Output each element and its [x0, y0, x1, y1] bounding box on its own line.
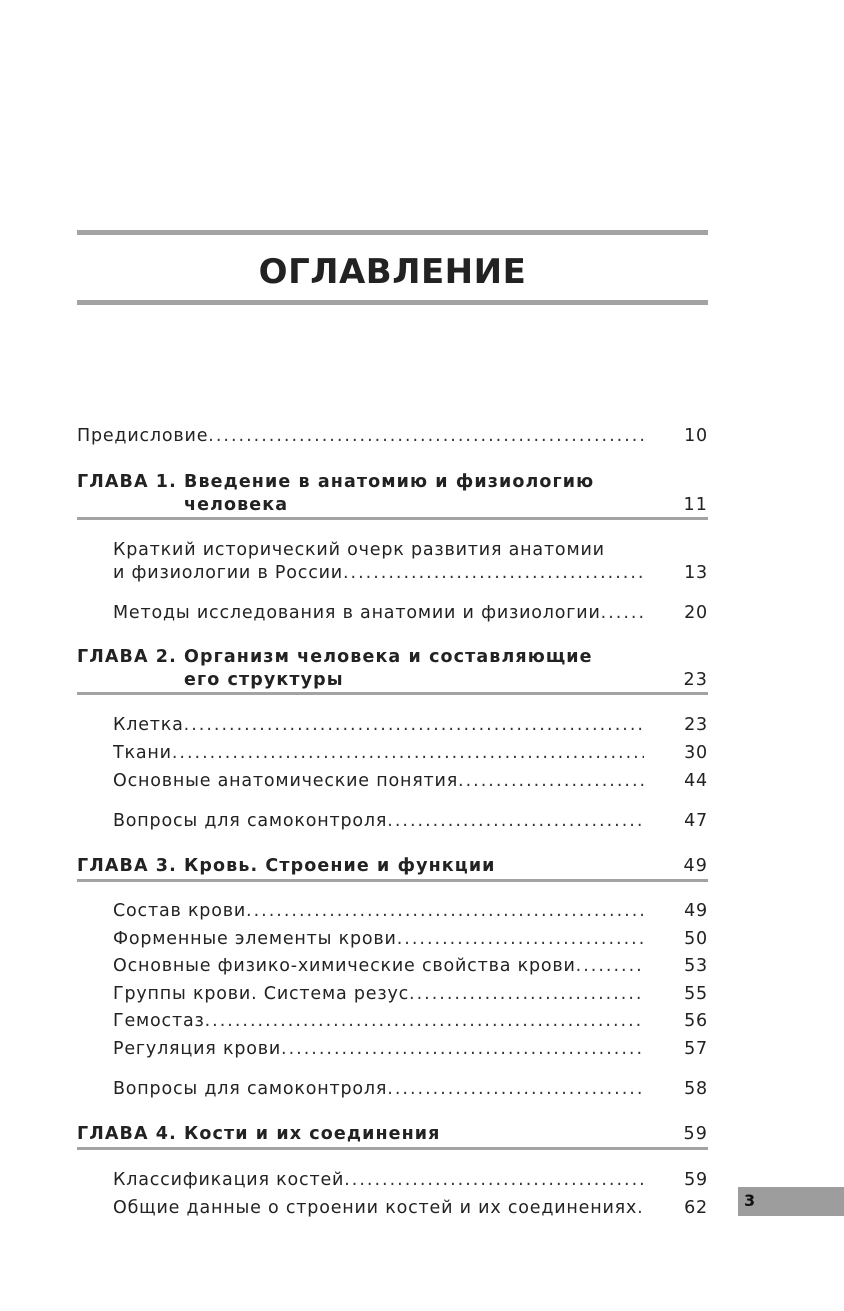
toc-entry-title: Форменные элементы крови: [113, 929, 397, 949]
chapter-label: ГЛАВА 4.: [77, 1124, 177, 1144]
toc-entry-title: Основные физико-химические свойства крови: [113, 956, 576, 976]
dot-leader: [344, 1170, 644, 1190]
toc-entry-title: Вопросы для самоконтроля: [113, 811, 388, 831]
dot-leader: [458, 771, 644, 791]
chapter-title-line1: Организм человека и составляющие: [184, 647, 593, 667]
toc-entry-title: и физиологии в России: [113, 563, 343, 583]
dot-leader: [576, 956, 644, 976]
dot-leader: [208, 426, 644, 446]
chapter-rule: [77, 879, 708, 882]
toc-entry[interactable]: [113, 1169, 708, 1192]
toc-entry-title: Классификация костей: [113, 1170, 345, 1190]
chapter-heading-4[interactable]: [77, 1123, 708, 1152]
toc-entry[interactable]: [113, 714, 708, 737]
toc-page-number: 11: [683, 495, 708, 515]
chapter-heading-2[interactable]: [77, 646, 708, 698]
chapter-label: ГЛАВА 1.: [77, 472, 177, 492]
toc-entry[interactable]: [113, 1038, 708, 1061]
chapter-rule: [77, 692, 708, 695]
toc-page-number: 47: [684, 811, 708, 831]
page-number-tab: [738, 1187, 844, 1216]
toc-entry-title: Группы крови. Система резус: [113, 984, 410, 1004]
dot-leader: [387, 811, 644, 831]
toc-entry-title: Состав крови: [113, 901, 247, 921]
dot-leader: [246, 901, 644, 921]
dot-leader: [397, 929, 644, 949]
toc-page-number: 49: [684, 901, 708, 921]
toc-page-number: 23: [683, 670, 708, 690]
toc-page-number: 23: [684, 715, 708, 735]
page-number: 3: [744, 1191, 756, 1210]
chapter-title-line2: человека: [184, 495, 289, 515]
toc-page-number: 62: [684, 1198, 708, 1218]
toc-entry[interactable]: [113, 1010, 708, 1033]
toc-page-number: 55: [684, 984, 708, 1004]
toc-entry[interactable]: [113, 539, 708, 585]
toc-entry[interactable]: [113, 770, 708, 793]
toc-page-number: 59: [683, 1124, 708, 1144]
chapter-title-line1: Введение в анатомию и физиологию: [184, 472, 595, 492]
toc-entry-title: Основные анатомические понятия: [113, 771, 459, 791]
toc-entry[interactable]: [113, 955, 708, 978]
page-title: ОГЛАВЛЕНИЕ: [258, 252, 527, 292]
dot-leader: [343, 563, 644, 583]
toc-entry-title: Вопросы для самоконтроля: [113, 1079, 388, 1099]
dot-leader: [409, 984, 644, 1004]
toc-page-number: 10: [684, 426, 708, 446]
toc-entry[interactable]: [113, 742, 708, 765]
toc-page-number: 56: [684, 1011, 708, 1031]
dot-leader: [172, 743, 644, 763]
chapter-heading-3[interactable]: [77, 855, 708, 884]
toc-page-number: 13: [684, 563, 708, 583]
toc-entry-title: Гемостаз: [113, 1011, 205, 1031]
toc-entry[interactable]: [113, 602, 708, 625]
toc-entry-title: Клетка: [113, 715, 184, 735]
toc-entry-title: Предисловие: [77, 426, 209, 446]
toc-page-number: 59: [684, 1170, 708, 1190]
toc-entry[interactable]: [113, 900, 708, 923]
toc-page-number: 49: [683, 856, 708, 876]
toc-entry[interactable]: [113, 810, 708, 833]
chapter-title-line2: его структуры: [184, 670, 344, 690]
top-rule: [77, 230, 708, 235]
toc-entry-title-line1: Краткий исторический очерк развития анатомии: [113, 540, 605, 560]
dot-leader: [205, 1011, 644, 1031]
chapter-rule: [77, 517, 708, 520]
toc-page-number: 57: [684, 1039, 708, 1059]
toc-page-number: 53: [684, 956, 708, 976]
dot-leader: [637, 1198, 644, 1218]
toc-page-number: 50: [684, 929, 708, 949]
toc-entry-title: Ткани: [113, 743, 172, 763]
dot-leader: [184, 715, 644, 735]
toc-entry-title: Методы исследования в анатомии и физиологии: [113, 603, 601, 623]
toc-entry[interactable]: [113, 983, 708, 1006]
chapter-rule: [77, 1147, 708, 1150]
chapter-label: ГЛАВА 3.: [77, 856, 177, 876]
toc-entry-title: Регуляция крови: [113, 1039, 282, 1059]
dot-leader: [281, 1039, 644, 1059]
chapter-heading-1[interactable]: [77, 471, 708, 523]
toc-entry[interactable]: [113, 1078, 708, 1101]
toc-page-number: 44: [684, 771, 708, 791]
chapter-title-line1: Кости и их соединения: [184, 1124, 441, 1144]
toc-entry[interactable]: [113, 1197, 708, 1220]
dot-leader: [601, 603, 644, 623]
toc-entry-title: Общие данные о строении костей и их соединениях: [113, 1198, 638, 1218]
chapter-title-line1: Кровь. Строение и функции: [184, 856, 496, 876]
toc-entry[interactable]: [113, 928, 708, 951]
toc-entry-preface[interactable]: [77, 425, 708, 448]
toc-page-number: 58: [684, 1079, 708, 1099]
toc-page-number: 20: [684, 603, 708, 623]
toc-page-number: 30: [684, 743, 708, 763]
dot-leader: [387, 1079, 644, 1099]
chapter-label: ГЛАВА 2.: [77, 647, 177, 667]
title-bottom-rule: [77, 300, 708, 305]
